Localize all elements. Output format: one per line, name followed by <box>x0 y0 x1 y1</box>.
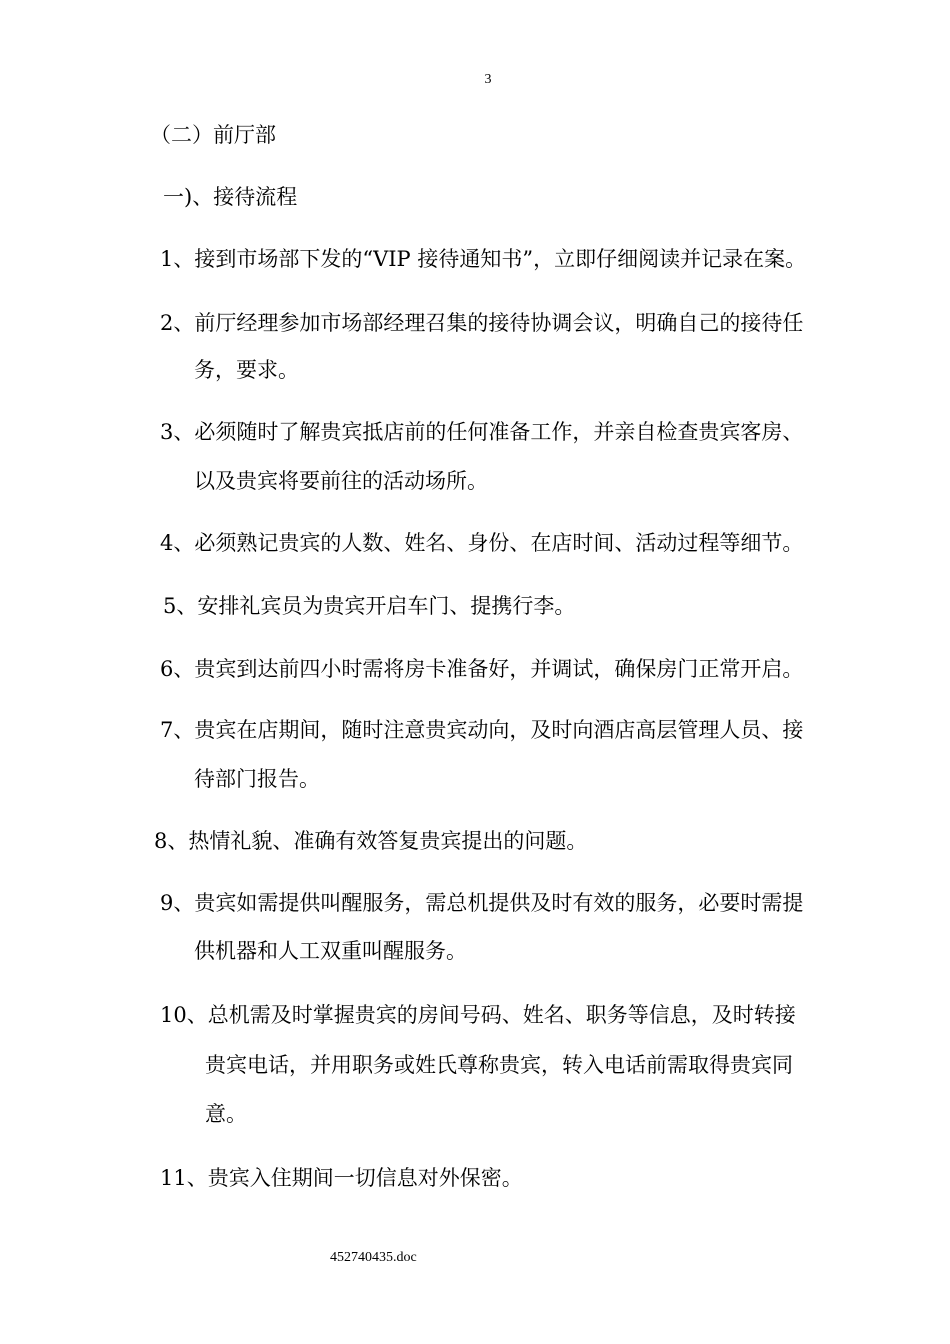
list-item-10-line-3: 意。 <box>205 1102 247 1126</box>
list-item-11-line-1: 11、贵宾入住期间一切信息对外保密。 <box>160 1166 523 1190</box>
footer-filename: 452740435.doc <box>330 1250 417 1265</box>
list-item-4-line-1: 4、必须熟记贵宾的人数、姓名、身份、在店时间、活动过程等细节。 <box>160 531 804 555</box>
list-item-2-line-1: 2、前厅经理参加市场部经理召集的接待协调会议，明确自己的接待任 <box>160 311 804 335</box>
list-item-3-line-2: 以及贵宾将要前往的活动场所。 <box>194 469 488 493</box>
list-item-2-line-2: 务，要求。 <box>194 358 299 382</box>
subsection-title: 一)、接待流程 <box>163 185 298 209</box>
list-item-10-line-2: 贵宾电话，并用职务或姓氏尊称贵宾，转入电话前需取得贵宾同 <box>205 1053 793 1077</box>
list-item-6-line-1: 6、贵宾到达前四小时需将房卡准备好，并调试，确保房门正常开启。 <box>160 657 804 681</box>
list-item-1-line-1: 1、接到市场部下发的“VIP 接待通知书”，立即仔细阅读并记录在案。 <box>160 247 807 271</box>
list-item-10-line-1: 10、总机需及时掌握贵宾的房间号码、姓名、职务等信息，及时转接 <box>160 1003 796 1027</box>
list-item-7-line-2: 待部门报告。 <box>194 767 320 791</box>
list-item-5-line-1: 5、安排礼宾员为贵宾开启车门、提携行李。 <box>163 594 576 618</box>
list-item-8-line-1: 8、热情礼貌、准确有效答复贵宾提出的问题。 <box>154 829 588 853</box>
list-item-7-line-1: 7、贵宾在店期间，随时注意贵宾动向，及时向酒店高层管理人员、接 <box>160 718 804 742</box>
section-title: （二）前厅部 <box>150 123 276 147</box>
list-item-9-line-1: 9、贵宾如需提供叫醒服务，需总机提供及时有效的服务，必要时需提 <box>160 891 804 915</box>
list-item-3-line-1: 3、必须随时了解贵宾抵店前的任何准备工作，并亲自检查贵宾客房、 <box>160 420 804 444</box>
list-item-9-line-2: 供机器和人工双重叫醒服务。 <box>194 939 467 963</box>
page-number: 3 <box>484 72 492 87</box>
